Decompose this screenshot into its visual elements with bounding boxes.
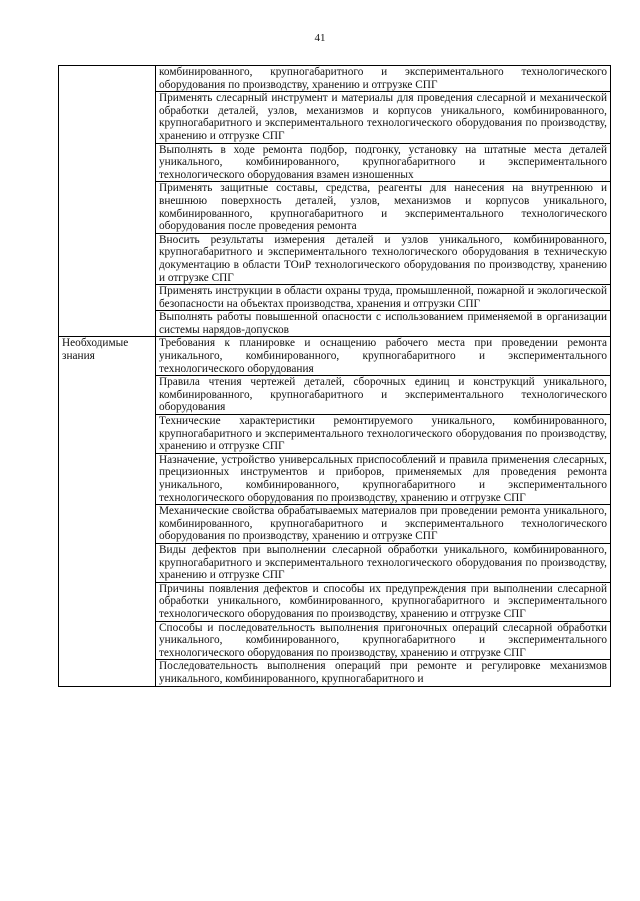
requirement-item: комбинированного, крупногабаритного и экспериментального технологического оборудования по производству, хранению и отгрузке СПГ [156, 66, 611, 92]
requirement-item: Требования к планировке и оснащению рабочего места при проведении ремонта уникального, комбинированного, крупногабаритного и экспериментального технологического оборудования [156, 337, 611, 376]
requirement-item: Виды дефектов при выполнении слесарной обработки уникального, комбинированного, крупногабаритного и экспериментального технологического оборудования по производству, хранению и отгрузке СПГ [156, 543, 611, 582]
requirement-item: Назначение, устройство универсальных приспособлений и правила применения слесарных, прецизионных инструментов и приборов, применяемых для проведения ремонта уникального, комбинированного, крупногабаритного и экспериментального технологического оборудования по производству, хранению и отгрузке СПГ [156, 453, 611, 504]
section-label [59, 66, 156, 337]
section-label: Необходимые знания [59, 337, 156, 686]
requirement-item: Механические свойства обрабатываемых материалов при проведении ремонта уникального, комбинированного, крупногабаритного и экспериментального технологического оборудования по производству, хранению и отгрузке СПГ [156, 505, 611, 544]
requirements-table [58, 65, 611, 687]
page-number: 41 [314, 32, 326, 44]
table-row [59, 337, 611, 376]
requirement-item: Вносить результаты измерения деталей и узлов уникального, комбинированного, крупногабаритного и экспериментального технологического оборудования в техническую документацию в области ТОиР технологического оборудования по производству, хранению и отгрузке СПГ [156, 233, 611, 284]
requirement-item: Технические характеристики ремонтируемого уникального, комбинированного, крупногабаритного и экспериментального технологического оборудования по производству, хранению и отгрузке СПГ [156, 415, 611, 454]
requirements-table-body [59, 66, 611, 687]
table-row [59, 66, 611, 92]
requirement-item: Выполнять работы повышенной опасности с использованием применяемой в организации системы нарядов-допусков [156, 311, 611, 337]
requirement-item: Причины появления дефектов и способы их предупреждения при выполнении слесарной обработки уникального, комбинированного, крупногабаритного и экспериментального технологического оборудования по производству, хранению и отгрузке СПГ [156, 582, 611, 621]
requirement-item: Выполнять в ходе ремонта подбор, подгонку, установку на штатные места деталей уникального, комбинированного, крупногабаритного и экспериментального технологического оборудования взамен изношенных [156, 143, 611, 182]
requirement-item: Способы и последовательность выполнения пригоночных операций слесарной обработки уникального, комбинированного, крупногабаритного и экспериментального технологического оборудования по производству, хранению и отгрузке СПГ [156, 621, 611, 660]
requirement-item: Последовательность выполнения операций при ремонте и регулировке механизмов уникального, комбинированного, крупногабаритного и [156, 660, 611, 686]
requirement-item: Применять инструкции в области охраны труда, промышленной, пожарной и экологической безопасности на объектах производства, хранения и отгрузки СПГ [156, 285, 611, 311]
requirement-item: Применять защитные составы, средства, реагенты для нанесения на внутреннюю и внешнюю поверхность деталей, узлов, механизмов и корпусов уникального, комбинированного, крупногабаритного и экспериментального технологического оборудования после проведения ремонта [156, 182, 611, 233]
requirement-item: Применять слесарный инструмент и материалы для проведения слесарной и механической обработки деталей, узлов, механизмов и корпусов уникального, комбинированного, крупногабаритного и экспериментального технологического оборудования по производству, хранению и отгрузке СПГ [156, 92, 611, 143]
requirement-item: Правила чтения чертежей деталей, сборочных единиц и конструкций уникального, комбинированного, крупногабаритного и экспериментального технологического оборудования [156, 376, 611, 415]
